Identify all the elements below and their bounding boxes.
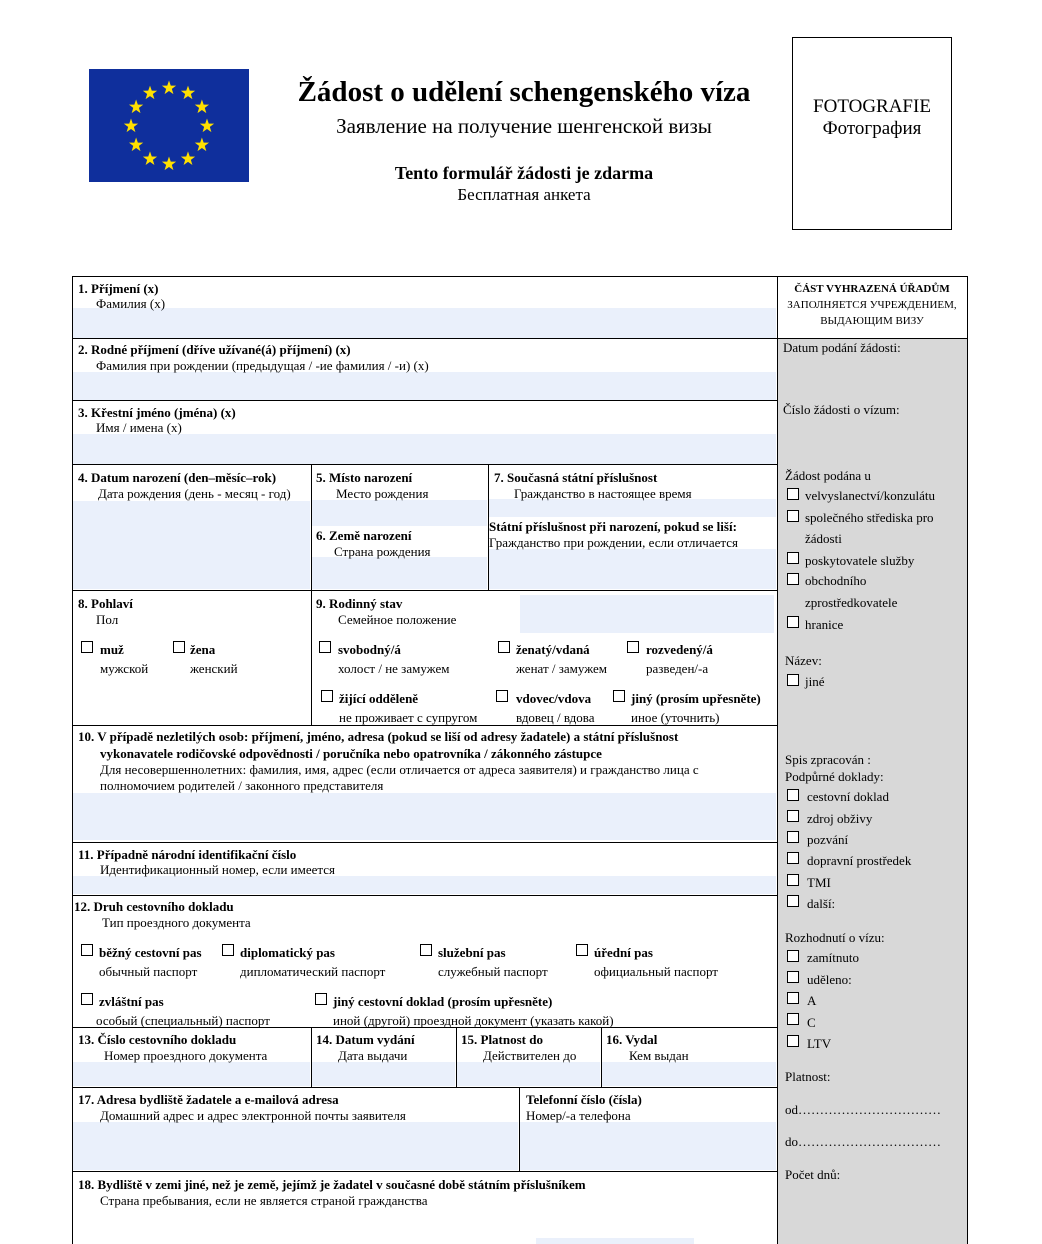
tmi-checkbox[interactable] [787,874,799,886]
issued-checkbox[interactable] [787,971,799,983]
residence-input[interactable] [536,1238,694,1244]
birth-country-input[interactable] [312,557,487,589]
office-header-ru-2: ВЫДАЮЩИМ ВИЗУ [820,315,924,327]
flag-star-icon [195,100,209,114]
field-6-label-ru: Страна рождения [334,544,431,559]
other-document-checkbox[interactable] [315,993,327,1005]
travel-doc-checkbox[interactable] [787,789,799,801]
flag-star-icon [129,100,143,114]
special-passport-checkbox[interactable] [81,993,93,1005]
widowed-checkbox[interactable] [496,690,508,702]
separated-label: žijící odděleně [339,691,419,706]
field-4-label: 4. Datum narození (den–měsíc–rok) [78,470,277,485]
field-10-label-ru-2: полномочием родителей / законного представителя [100,778,384,793]
field-5-label: 5. Místo narození [316,470,413,485]
flag-star-icon [124,119,138,133]
ordinary-passport-label-ru: обычный паспорт [99,964,198,979]
flag-star-icon [200,119,214,133]
official-passport-checkbox[interactable] [576,944,588,956]
single-label-ru: холост / не замужем [338,661,450,676]
field-7-label: 7. Současná státní příslušnost [494,470,658,485]
intermediary-checkbox[interactable] [787,573,799,585]
photo-box [792,37,952,230]
field-6-label: 6. Země narození [316,528,412,543]
field-1-label-ru: Фамилия (x) [96,296,166,311]
field-2-label: 2. Rodné příjmení (dříve užívané(á) příjmení) (x) [78,342,351,357]
flag-star-icon [162,81,176,95]
other-docs-checkbox[interactable] [787,895,799,907]
divorced-checkbox[interactable] [627,641,639,653]
service-passport-label-ru: служебный паспорт [438,964,548,979]
service-passport-label: služební pas [438,945,506,960]
divorced-label: rozvedený/á [646,642,713,657]
flag-star-icon [181,151,195,165]
field-16-label-ru: Кем выдан [629,1048,689,1063]
passport-number-input[interactable] [73,1062,310,1086]
field-12-label: 12. Druh cestovního dokladu [74,899,234,914]
days-label: Počet dnů: [785,1167,841,1182]
phone-label: Telefonní číslo (čísla) [526,1092,642,1107]
subsistence-checkbox[interactable] [787,810,799,822]
male-label: muž [100,642,124,657]
form-subtitle: Заявление на получение шенгенской визы [336,114,712,138]
common-centre-label-2: žádosti [805,531,842,546]
separated-checkbox[interactable] [321,690,333,702]
embassy-label: velvyslanectví/konzulátu [805,488,935,503]
other-office-checkbox[interactable] [787,674,799,686]
transport-label: dopravní prostředek [807,853,912,868]
field-11-label-ru: Идентификационный номер, если имеется [100,862,335,877]
invitation-label: pozvání [807,832,849,847]
office-submitted-label: Žádost podána u [785,468,871,483]
divorced-label-ru: разведен/-а [646,661,709,676]
field-4-label-ru: Дата рождения (день - месяц - год) [98,486,291,501]
office-header [777,281,967,329]
embassy-checkbox[interactable] [787,488,799,500]
visa-ltv-checkbox[interactable] [787,1035,799,1047]
field-3-label-ru: Имя / имена (x) [96,420,182,435]
national-id-input[interactable] [73,876,776,894]
field-8-label-ru: Пол [96,612,119,627]
field-1-label: 1. Příjmení (x) [78,281,159,296]
ordinary-passport-label: běžný cestovní pas [99,945,202,960]
flag-star-icon [181,86,195,100]
field-10-label: 10. V případě nezletilých osob: příjmení, jméno, adresa (pokud se liší od adresy žadatele) a státní příslušnost [78,729,679,744]
diplomatic-passport-checkbox[interactable] [222,944,234,956]
photo-label: FOTOGRAFIE [813,96,931,117]
other-docs-label: další: [807,896,836,911]
valid-from-field[interactable]: od…………………………… [785,1102,941,1117]
transport-checkbox[interactable] [787,852,799,864]
field-13-label: 13. Číslo cestovního dokladu [78,1032,237,1047]
field-14-label: 14. Datum vydání [316,1032,415,1047]
visa-ltv-label: LTV [807,1036,832,1051]
office-header-cz: ČÁST VYHRAZENÁ ÚŘADŮM [794,283,950,295]
special-passport-label: zvláštní pas [99,994,164,1009]
official-passport-label: úřední pas [594,945,653,960]
birth-date-input[interactable] [73,501,310,589]
other-office-label: jiné [805,674,825,689]
female-label: žena [190,642,216,657]
marital-other-input[interactable] [520,595,774,633]
other-document-label: jiný cestovní doklad (prosím upřesněte) [333,994,553,1009]
refused-label: zamítnuto [807,950,859,965]
nationality-input[interactable] [489,499,776,517]
field-11-label: 11. Případně národní identifikační číslo [78,847,297,862]
service-provider-checkbox[interactable] [787,552,799,564]
widowed-label-ru: вдовец / вдова [516,710,595,725]
flag-star-icon [195,138,209,152]
male-label-ru: мужской [100,661,149,676]
free-notice-ru: Бесплатная анкета [457,185,591,204]
office-name-label: Název: [785,653,822,668]
other-marital-checkbox[interactable] [613,690,625,702]
travel-doc-label: cestovní doklad [807,789,889,804]
tmi-label: TMI [807,875,831,890]
field-9-label: 9. Rodinný stav [316,596,403,611]
phone-input[interactable] [520,1122,776,1170]
official-passport-label-ru: официальный паспорт [594,964,718,979]
field-18-label: 18. Bydliště v zemi jiné, než je země, jejímž je žadatel v současné době státním příslušníkem [78,1177,586,1192]
field-7-label-ru: Гражданство в настоящее время [514,486,692,501]
married-checkbox[interactable] [498,641,510,653]
surname-input[interactable] [73,308,776,338]
common-centre-checkbox[interactable] [787,510,799,522]
service-provider-label: poskytovatele služby [805,553,915,568]
visa-a-checkbox[interactable] [787,992,799,1004]
field-12-label-ru: Тип проездного документа [102,915,251,930]
single-label: svobodný/á [338,642,401,657]
file-handled-label: Spis zpracován : [785,752,871,767]
refused-checkbox[interactable] [787,950,799,962]
visa-c-checkbox[interactable] [787,1013,799,1025]
address-input[interactable] [73,1122,518,1170]
guardian-input[interactable] [73,793,776,840]
field-17-label: 17. Adresa bydliště žadatele a e-mailová adresa [78,1092,339,1107]
issued-label: uděleno: [807,972,852,987]
phone-label-ru: Номер/-а телефона [526,1108,631,1123]
separated-label-ru: не проживает с супругом [339,710,478,725]
field-2-label-ru: Фамилия при рождении (предыдущая / -ие фамилия / -и) (x) [96,358,429,373]
birth-nationality-input[interactable] [489,549,776,589]
field-17-label-ru: Домашний адрес и адрес электронной почты заявителя [100,1108,406,1123]
first-name-input[interactable] [73,434,776,464]
service-passport-checkbox[interactable] [420,944,432,956]
field-18-label-ru: Страна пребывания, если не является страной гражданства [100,1193,428,1208]
photo-label-ru: Фотография [822,118,922,139]
field-13-label-ru: Номер проездного документа [104,1048,268,1063]
single-checkbox[interactable] [319,641,331,653]
supporting-docs-label: Podpůrné doklady: [785,769,884,784]
flag-star-icon [162,157,176,171]
field-3-label: 3. Křestní jméno (jména) (x) [78,405,236,420]
valid-until-input[interactable] [457,1062,600,1086]
diplomatic-passport-label: diplomatický pas [240,945,335,960]
birth-place-input[interactable] [312,500,487,526]
field-10-label-2: vykonavatele rodičovské odpovědnosti / poručníka nebo opatrovníka / zákonného zástupce [100,746,602,761]
visa-c-label: C [807,1015,816,1030]
diplomatic-passport-label-ru: дипломатический паспорт [240,964,386,979]
field-10-label-ru: Для несовершеннолетних: фамилия, имя, адрес (если отличается от адреса заявителя) и гражданство лица с [100,762,699,777]
valid-to-field[interactable]: do…………………………… [785,1134,941,1149]
flag-star-icon [143,151,157,165]
field-14-label-ru: Дата выдачи [338,1048,408,1063]
special-passport-label-ru: особый (специальный) паспорт [96,1013,270,1028]
field-9-label-ru: Семейное положение [338,612,457,627]
ordinary-passport-checkbox[interactable] [81,944,93,956]
subsistence-label: zdroj obživy [807,811,873,826]
office-header-ru-1: ЗАПОЛНЯЕТСЯ УЧРЕЖДЕНИЕМ, [787,299,957,311]
issue-date-input[interactable] [312,1062,455,1086]
other-document-label-ru: иной (другой) проездной документ (указать какой) [333,1013,614,1028]
field-7-birth-label: Státní příslušnost při narození, pokud se liší: [489,519,737,534]
field-5-label-ru: Место рождения [336,486,429,501]
married-label: ženatý/vdaná [516,642,590,657]
intermediary-label: obchodního [805,573,867,588]
common-centre-label: společného střediska pro [805,510,934,525]
field-8-label: 8. Pohlaví [78,596,133,611]
border-label: hranice [805,617,844,632]
flag-star-icon [143,86,157,100]
field-16-label: 16. Vydal [606,1032,658,1047]
widowed-label: vdovec/vdova [516,691,592,706]
eu-flag-icon [89,69,249,182]
invitation-checkbox[interactable] [787,831,799,843]
office-date-label: Datum podání žádosti: [783,340,901,355]
border-checkbox[interactable] [787,616,799,628]
flag-star-icon [129,138,143,152]
female-checkbox[interactable] [173,641,185,653]
validity-label: Platnost: [785,1069,831,1084]
visa-a-label: A [807,993,817,1008]
field-15-label: 15. Platnost do [461,1032,543,1047]
female-label-ru: женский [190,661,238,676]
married-label-ru: женат / замужем [516,661,608,676]
decision-label: Rozhodnutí o vízu: [785,930,885,945]
birth-surname-input[interactable] [73,372,776,400]
intermediary-label-2: zprostředkovatele [805,595,898,610]
field-15-label-ru: Действителен до [483,1048,577,1063]
male-checkbox[interactable] [81,641,93,653]
free-notice: Tento formulář žádosti je zdarma [394,163,654,183]
field-7-birth-label-ru: Гражданство при рождении, если отличается [489,535,738,550]
office-number-label: Číslo žádosti o vízum: [783,402,900,417]
issued-by-input[interactable] [602,1062,776,1086]
other-marital-label: jiný (prosím upřesněte) [631,691,761,706]
form-title: Žádost o udělení schengenského víza [297,76,751,108]
other-marital-label-ru: иное (уточнить) [631,710,720,725]
